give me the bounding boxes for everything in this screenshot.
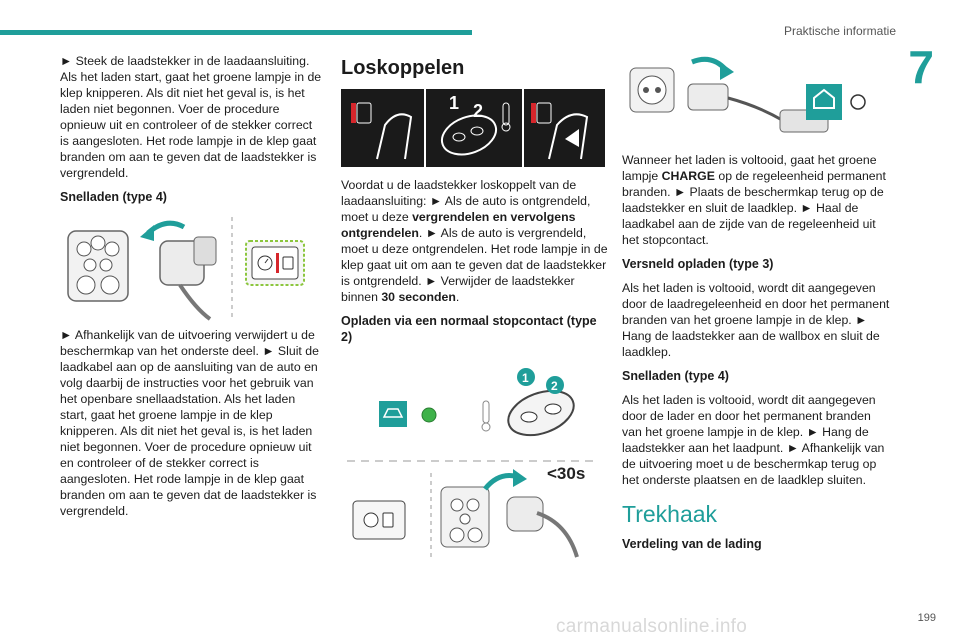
paragraph-disconnect: Voordat u de laadstekker loskoppelt van de laadaansluiting: ► Als de auto is ontgrendeld, moet u deze vergrendelen en vervolgens ontgrendelen. ► Als de auto is vergrendeld, moet u deze ontgrendelen. Het rode lampje in de klep gaat uit om aan te geven dat de laadstekker is ontgrendeld. ► Verwijder de laadstekker binnen 30 seconden. <box>341 178 608 304</box>
chapter-number: 7 <box>908 41 934 93</box>
paragraph-insert-plug: ► Steek de laadstekker in de laadaansluiting. Als het laden start, gaat het groene lampje in de klep knipperen. Als dit niet het geval is, is het laden niet begonnen. Voer de procedure opnieuw uit en controleer of de stekker correct is aangesloten. Het rode lampje in de klep gaat branden om aan te geven dat de laadstekker is vergrendeld. <box>60 54 322 180</box>
column-1 <box>60 53 322 525</box>
heading-disconnect: Loskoppelen <box>341 57 465 79</box>
paragraph-fast-charge: ► Afhankelijk van de uitvoering verwijdert u de beschermkap van het onderste deel. ► Sluit de laadkabel aan op de aansluiting van de auto en volg daarbij de instructies voor het gebruik van het openbare snellaadstation. Als het laden start, gaat het groene lampje in de klep knipperen. Als dit niet het geval is, is het laden niet begonnen. Voer de procedure opnieuw uit en controleer of de stekker correct is aangesloten. Het rode lampje in de klep gaat branden om aan te geven dat de laadstekker is vergrendeld. <box>60 328 319 518</box>
subheading-accelerated-charge: Versneld opladen (type 3) <box>622 257 774 271</box>
badge-2: 2 <box>551 379 558 393</box>
key-label-2: 2 <box>473 101 484 121</box>
figure-unplug-domestic <box>622 50 892 144</box>
column-3 <box>622 50 892 560</box>
figure-normal-socket <box>341 353 605 561</box>
subheading-fast-charge: Snelladen (type 4) <box>60 190 167 204</box>
section-title: Praktische informatie <box>783 24 896 38</box>
badge-1: 1 <box>522 371 529 385</box>
watermark: carmanualsonline.info <box>556 616 748 637</box>
subheading-load-distribution: Verdeling van de lading <box>622 537 762 551</box>
paragraph-charge-complete: Wanneer het laden is voltooid, gaat het groene lampje CHARGE op de regeleenheid permanent branden. ► Plaats de beschermkap terug op de laadstekker en sluit de laadklep. ► Haal de laadkabel aan de zijde van de regeleenheid uit het stopcontact. <box>622 153 886 247</box>
figure-unlock-key <box>341 89 605 167</box>
page-number: 199 <box>917 612 936 624</box>
subheading-fast-charge-2: Snelladen (type 4) <box>622 369 729 383</box>
paragraph-fast-charge-2: Als het laden is voltooid, wordt dit aangegeven door de lader en door het permanent branden van het groene lampje in de klep. ► Hang de laadstekker aan het laadpunt. ► Afhankelijk van de uitvoering moet u de beschermkap terug op het onderste plaatsen en de laadklep sluiten. <box>622 393 885 487</box>
header-accent-bar <box>0 30 472 35</box>
column-2 <box>341 55 609 561</box>
figure-fast-charge-connector <box>60 213 322 321</box>
subheading-normal-socket: Opladen via een normaal stopcontact (type 2) <box>341 314 597 344</box>
timer-label: <30s <box>547 464 586 483</box>
heading-towbar: Trekhaak <box>622 501 718 527</box>
key-label-1: 1 <box>449 93 460 113</box>
paragraph-accelerated-charge: Als het laden is voltooid, wordt dit aangegeven door de laadregeleenheid en door het permanent branden van het groene lampje in de klep. ► Hang de laadstekker aan de wallbox en sluit de laadklep. <box>622 281 890 359</box>
